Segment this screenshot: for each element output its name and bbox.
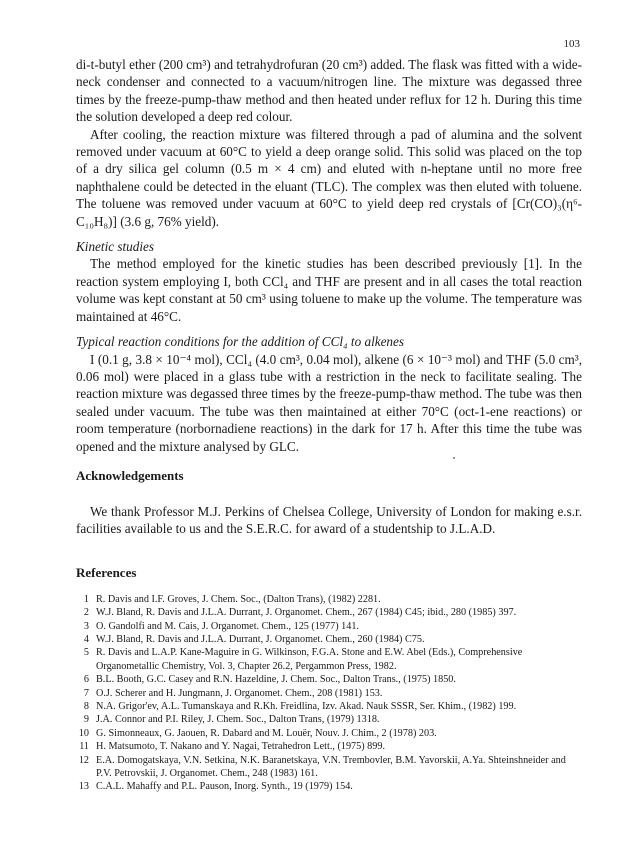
reference-number: 4 [83, 633, 89, 645]
reference-list [76, 593, 582, 794]
reference-text: B.L. Booth, G.C. Casey and R.N. Hazeldine, J. Chem. Soc., Dalton Trans., (1975) 1850. [96, 674, 456, 686]
body-paragraph: I (0.1 g, 3.8 × 10⁻⁴ mol), CCl₄ (4.0 cm³, 0.04 mol), alkene (6 × 10⁻³ mol) and THF (5.0 cm³, 0.06 mol) were placed in a glass tube with a restriction in the neck to facilitate sealing. The reaction mixture was degassed three times by the freeze-pump-thaw method. The tube was then sealed under vacuum. The tube was then maintained at either 70°C (oct-1-ene reactions) or room temperature (norbornadiene reactions) in the dark for 17 h. After this time the tube was opened and the mixture analysed by GLC. [76, 351, 582, 454]
reference-item [76, 780, 582, 793]
reference-number: 1 [83, 593, 89, 605]
reference-item [76, 754, 582, 781]
page-number: 103 [563, 38, 580, 50]
reference-number: 10 [78, 727, 89, 739]
reference-text: O.J. Scherer and H. Jungmann, J. Organomet. Chem., 208 (1981) 153. [96, 687, 383, 699]
reference-number: 3 [83, 620, 89, 632]
reference-number: 12 [78, 754, 89, 766]
reference-number: 2 [83, 607, 89, 619]
reference-text: E.A. Domogatskaya, V.N. Setkina, N.K. Baranetskaya, V.N. Trembovler, B.M. Yavorskii, A.Ya. Shteinshneider and P.V. Petrovskii, J. Organomet. Chem., 248 (1983) 161. [96, 754, 566, 780]
reference-item [76, 700, 582, 713]
reference-item [76, 646, 582, 673]
reference-item [76, 593, 582, 606]
reference-number: 8 [83, 701, 89, 712]
reference-text: C.A.L. Mahaffy and P.L. Pauson, Inorg. Synth., 19 (1979) 154. [96, 781, 353, 793]
reference-number: 9 [83, 714, 89, 726]
reference-item [76, 713, 582, 726]
article-body [76, 56, 582, 794]
acknowledgements-text: We thank Professor M.J. Perkins of Chelsea College, University of London for making e.s.r. facilities available to us and the S.E.R.C. for award of a studentship to J.L.A.D. [76, 503, 582, 537]
reference-item [76, 620, 582, 633]
reference-item [76, 727, 582, 740]
reference-text: W.J. Bland, R. Davis and J.L.A. Durrant, J. Organomet. Chem., 267 (1984) C45; ibid., 280 (1985) 397. [96, 607, 517, 619]
section-heading-kinetic-studies: Kinetic studies [76, 239, 155, 255]
reference-item [76, 633, 582, 646]
reference-text: N.A. Grigor'ev, A.L. Tumanskaya and R.Kh. Freidlina, Izv. Akad. Nauk SSSR, Ser. Khim., (1982) 199. [96, 701, 517, 712]
section-heading-acknowledgements: Acknowledgements [76, 467, 184, 483]
reference-item [76, 687, 582, 700]
reference-number: 6 [83, 674, 89, 686]
reference-text: W.J. Bland, R. Davis and J.L.A. Durrant, J. Organomet. Chem., 260 (1984) C75. [96, 633, 425, 645]
body-paragraph: di-t-butyl ether (200 cm³) and tetrahydrofuran (20 cm³) added. The flask was fitted with a wide-neck condenser and connected to a vacuum/nitrogen line. The mixture was degassed three times by the freeze-pump-thaw method and then heated under reflux for 12 h. During this time the solution developed a deep red colour. [76, 57, 582, 125]
reference-number: 13 [78, 781, 89, 793]
reference-item [76, 673, 582, 686]
reference-text: J.A. Connor and P.I. Riley, J. Chem. Soc., Dalton Trans, (1979) 1318. [96, 714, 380, 726]
reference-item [76, 740, 582, 753]
reference-number: 7 [83, 687, 89, 699]
reference-item [76, 606, 582, 619]
section-heading-typical-conditions: Typical reaction conditions for the addition of CCl₄ to alkenes [76, 334, 405, 350]
reference-number: 11 [79, 741, 89, 753]
reference-text: G. Simonneaux, G. Jaouen, R. Dabard and M. Louër, Nouv. J. Chim., 2 (1978) 203. [96, 727, 437, 739]
body-paragraph: After cooling, the reaction mixture was filtered through a pad of alumina and the solvent removed under vacuum at 60°C to yield a deep orange solid. This solid was placed on the top of a dry silica gel column (0.5 m × 4 cm) and eluted with n-heptane until no more free naphthalene could be detected in the eluant (TLC). The complex was then eluted with toluene. The toluene was removed under vacuum at 60°C to yield deep red crystals of [Cr(CO)₃(η⁶-C₁₀H₈)] (3.6 g, 76% yield). [76, 126, 582, 229]
reference-text: H. Matsumoto, T. Nakano and Y. Nagai, Tetrahedron Lett., (1975) 899. [96, 741, 386, 753]
section-heading-references: References [76, 564, 137, 580]
scan-speck [453, 457, 455, 459]
body-paragraph: The method employed for the kinetic studies has been described previously [1]. In the reaction system employing I, both CCl₄ and THF are present and in all cases the total reaction volume was kept constant at 50 cm³ using toluene to make up the volume. The temperature was maintained at 46°C. [76, 256, 582, 324]
reference-text: O. Gandolfi and M. Cais, J. Organomet. Chem., 125 (1977) 141. [96, 620, 359, 632]
reference-text: R. Davis and I.F. Groves, J. Chem. Soc., (Dalton Trans), (1982) 2281. [96, 593, 381, 605]
reference-number: 5 [83, 647, 89, 659]
reference-text: R. Davis and L.A.P. Kane-Maguire in G. Wilkinson, F.G.A. Stone and E.W. Abel (Eds.), Comprehensive Organometallic Chemistry, Vol. 3, Chapter 26.2, Pergammon Press, 1982. [96, 647, 523, 672]
